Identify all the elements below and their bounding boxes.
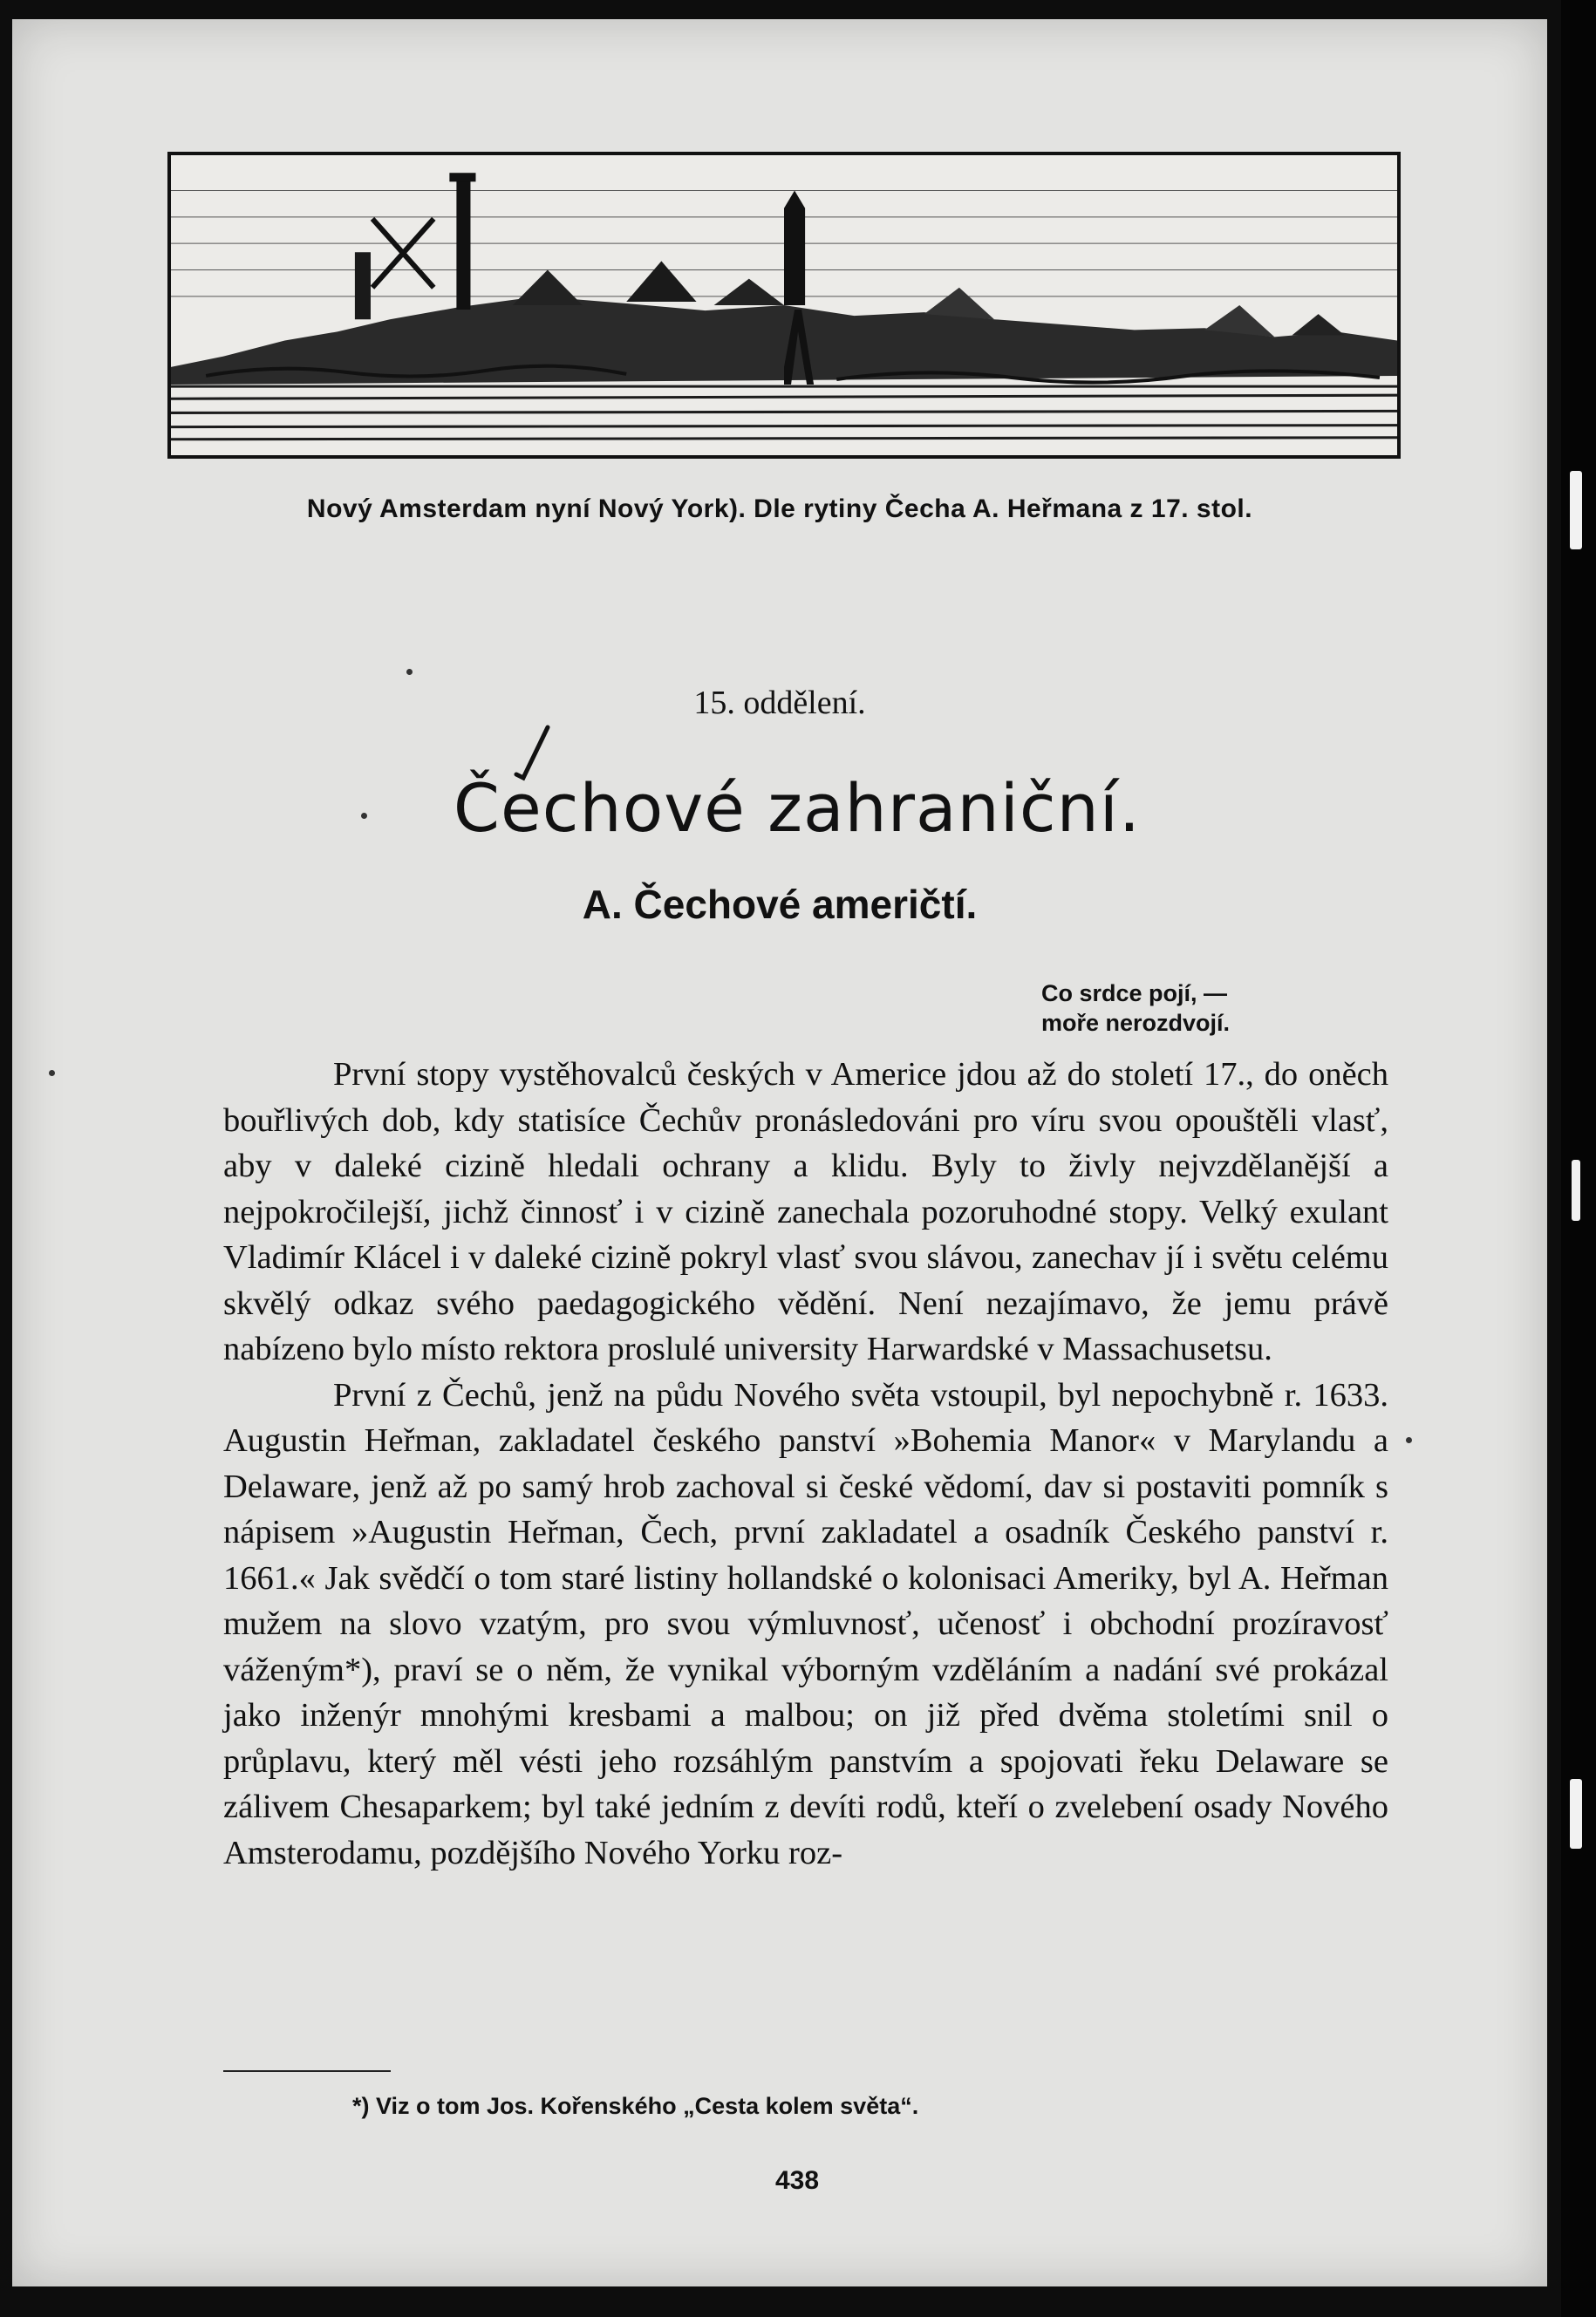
footnote-divider [223, 2070, 391, 2072]
paragraph: První z Čechů, jenž na půdu Nového světa vstoupil, byl nepochybně r. 1633. Augustin Heřman, zakladatel českého panství »Bohemia Manor« v Marylandu a Delaware, jenž až po samý hrob zachoval si české vědomí, dav si postaviti pomník s nápisem »Augustin Heřman, Čech, první zakladatel a osadník Českého panství r. 1661.« Jak svědčí o tom staré listiny hollandské o kolonisaci Ameriky, byl A. Heřman mužem na slovo vzatým, pro svou výmluvnosť, učenosť i obchodní prozíravosť váženým*), praví se o něm, že vynikal výborným vzděláním a nadání své prokázal jako inženýr mnohými kresbami a malbou; on již před dvěma stoletími snil o průplavu, který měl vésti jeho rozsáhlým panstvím a spojovati řeku Delaware se zálivem Chesaparkem; byl také jedním z devíti rodů, kteří o zvelebení osady Nového Amsterodamu, pozdějšího Nového Yorku roz- [223, 1376, 1388, 1871]
section-number: 15. oddělení. [693, 685, 866, 721]
footnote: *) Viz o tom Jos. Kořenského „Cesta kolem světa“. [352, 2093, 919, 2119]
body-text [223, 1052, 1388, 1876]
section-subtitle: A. Čechové američtí. [582, 882, 978, 927]
print-speck [406, 669, 413, 675]
engraving-drawing [171, 155, 1397, 455]
book-page [12, 19, 1547, 2286]
edge-mark [1572, 1160, 1580, 1221]
epigraph [1041, 978, 1320, 1038]
illustration-caption: Nový Amsterdam nyní Nový York). Dle rytiny Čecha A. Heřmana z 17. stol. [306, 494, 1253, 523]
paragraph: První stopy vystěhovalců českých v Americe jdou až do století 17., do oněch bouřlivých dob, kdy statisíce Čechův pronásledováni pro víru svou opouštěli vlasť, aby v daleké cizině hledali ochrany a klidu. Byly to živly nejvzdělanější a nejpokročilejší, jichž činnosť i v cizině zanechala pozoruhodné stopy. Velký exulant Vladimír Klácel i v daleké cizině pokryl vlasť svou slávou, zanechav jí i světu celému skvělý odkaz svého paedagogického vědění. Není nezajímavo, že jemu právě nabízeno bylo místo rektora proslulé university Harwardské v Massachusetsu. [223, 1056, 1388, 1367]
scan-edge-strip [1561, 0, 1596, 2317]
edge-mark [1570, 471, 1582, 549]
edge-mark [1570, 1779, 1582, 1849]
epigraph-line-1: Co srdce pojí, — [1041, 980, 1228, 1006]
print-speck [361, 813, 367, 819]
town-engraving-illustration [167, 152, 1401, 459]
print-speck [49, 1070, 55, 1076]
chapter-title: Čechové zahraniční. [453, 769, 1142, 847]
page-number: 438 [774, 2166, 820, 2195]
print-speck [1406, 1437, 1412, 1443]
epigraph-line-2: moře nerozdvojí. [1041, 1010, 1231, 1036]
